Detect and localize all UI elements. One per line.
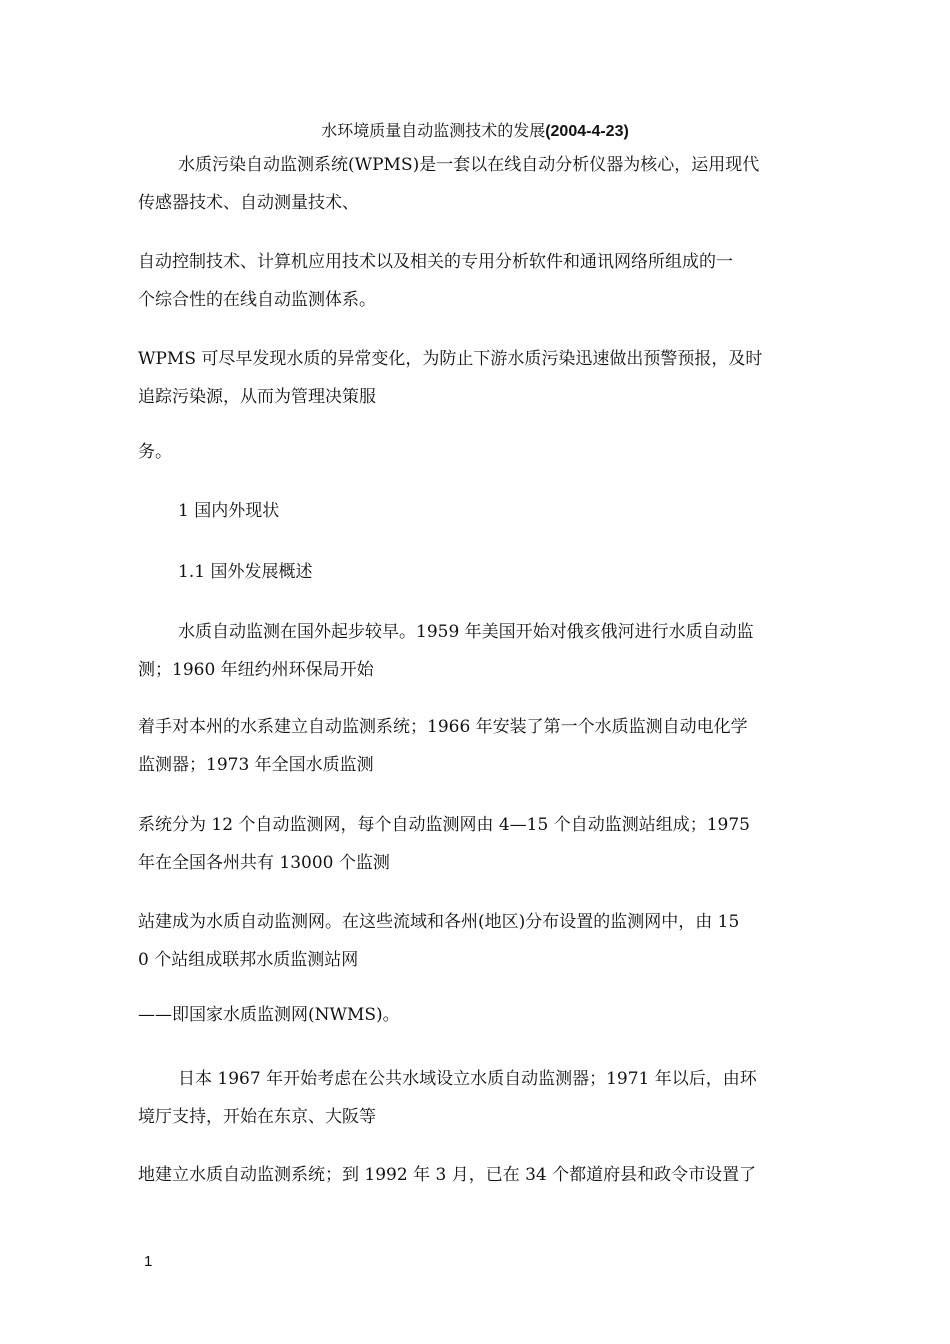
page-number: 1 [144,1253,153,1270]
paragraph-line: 境厅支持，开始在东京、大阪等 [138,1107,376,1127]
document-title [0,120,950,143]
paragraph-1 [138,146,858,222]
paragraph-3 [138,340,818,416]
paragraph-8 [138,903,818,979]
section-heading-1 [138,492,858,530]
heading-text: 1 国内外现状 [178,501,280,521]
paragraph-4 [138,433,818,471]
paragraph-line: 年在全国各州共有 13000 个监测 [138,853,390,873]
paragraph-line: 水质污染自动监测系统(WPMS)是一套以在线自动分析仪器为核心，运用现代 [178,155,760,175]
paragraph-line: 监测器；1973 年全国水质监测 [138,755,374,775]
paragraph-line: 自动控制技术、计算机应用技术以及相关的专用分析软件和通讯网络所组成的一 [138,252,733,272]
paragraph-line: 日本 1967 年开始考虑在公共水域设立水质自动监测器；1971 年以后，由环 [178,1069,757,1089]
paragraph-9 [138,996,818,1034]
paragraph-7 [138,806,818,882]
heading-text: 1.1 国外发展概述 [178,562,313,582]
paragraph-11 [138,1156,818,1194]
paragraph-line: 水质自动监测在国外起步较早。1959 年美国开始对俄亥俄河进行水质自动监 [178,622,754,642]
paragraph-line: ——即国家水质监测网(NWMS)。 [138,1005,400,1025]
paragraph-2 [138,243,818,319]
paragraph-10 [138,1060,858,1136]
paragraph-6 [138,708,818,784]
paragraph-line: 追踪污染源，从而为管理决策服 [138,387,376,407]
paragraph-line: 务。 [138,442,172,462]
paragraph-line: 系统分为 12 个自动监测网，每个自动监测网由 4—15 个自动监测站组成；1975 [138,815,750,835]
paragraph-line: 地建立水质自动监测系统；到 1992 年 3 月，已在 34 个都道府县和政令市设置了 [138,1165,757,1185]
title-text: 水环境质量自动监测技术的发展 [321,121,546,140]
paragraph-line: 0 个站组成联邦水质监测站网 [138,950,359,970]
paragraph-line: 传感器技术、自动测量技术、 [138,193,359,213]
paragraph-5 [138,613,858,689]
title-date: (2004-4-23) [545,123,629,140]
paragraph-line: 测；1960 年纽约州环保局开始 [138,660,374,680]
paragraph-line: 个综合性的在线自动监测体系。 [138,290,376,310]
paragraph-line: 站建成为水质自动监测网。在这些流域和各州(地区)分布设置的监测网中，由 15 [138,912,740,932]
paragraph-line: WPMS 可尽早发现水质的异常变化，为防止下游水质污染迅速做出预警预报，及时 [138,349,763,369]
section-heading-1-1 [138,553,858,591]
paragraph-line: 着手对本州的水系建立自动监测系统；1966 年安装了第一个水质监测自动电化学 [138,717,748,737]
